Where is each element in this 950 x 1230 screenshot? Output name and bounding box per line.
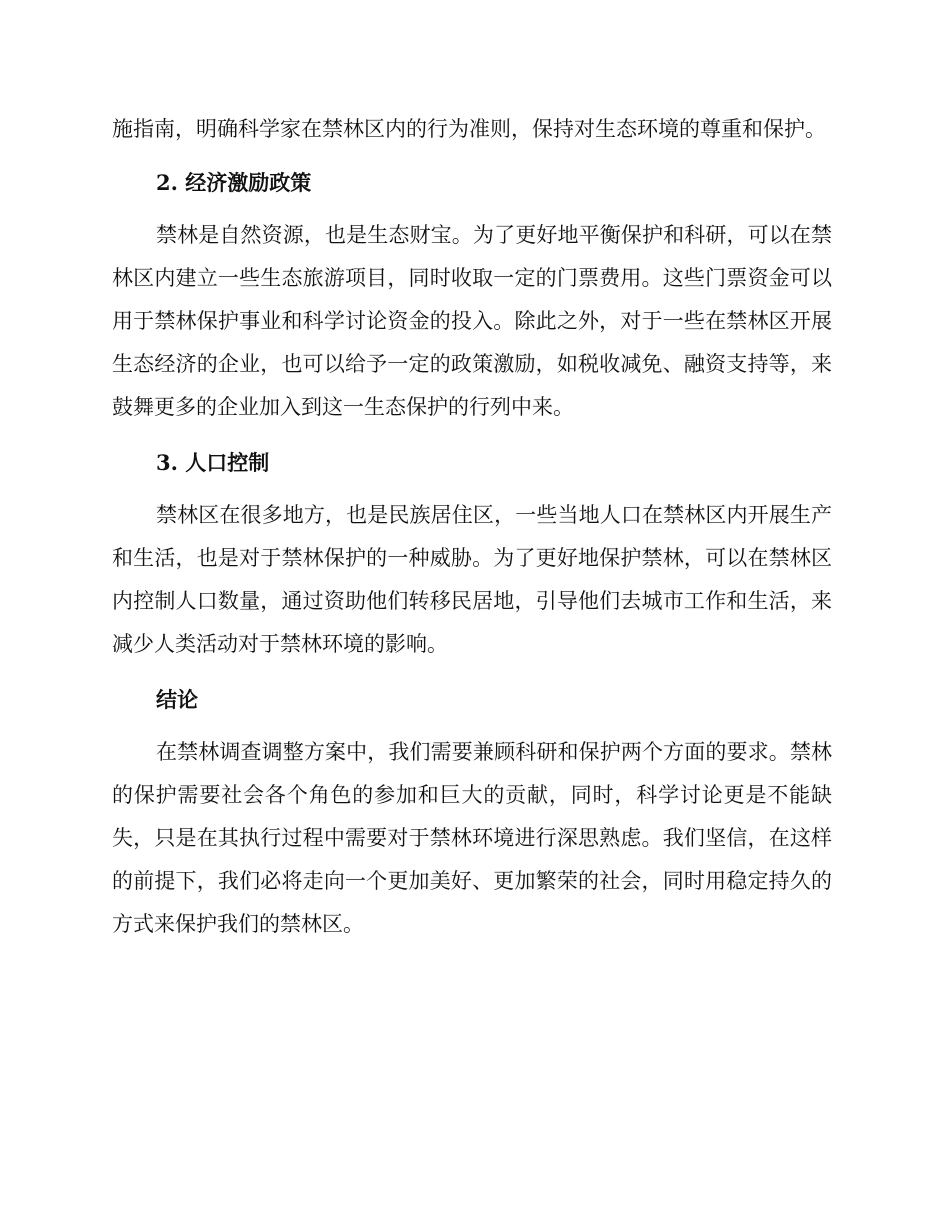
intro-paragraph: 施指南，明确科学家在禁林区内的行为准则，保持对生态环境的尊重和保护。 [112,117,826,141]
spacer [112,151,832,161]
section-heading-conclusion: 结论 [156,687,198,712]
section-heading-economic-incentives: 2. 经济激励政策 [156,170,312,195]
spacer [112,429,832,441]
section-heading-population-control: 3. 人口控制 [156,450,270,475]
section-paragraph-population-control: 禁林区在很多地方，也是民族居住区，一些当地人口在禁林区内开展生产和生活，也是对于禁林保护的一种威胁。为了更好地保护禁林，可以在禁林区内控制人口数量，通过资助他们转移民居地，引导他们去城市工作和生活，来减少人类活动对于禁林环境的影响。 [112,503,832,656]
spacer [112,721,832,731]
spacer [112,666,832,678]
spacer [112,484,832,494]
spacer [112,204,832,214]
section-paragraph-conclusion: 在禁林调查调整方案中，我们需要兼顾科研和保护两个方面的要求。禁林的保护需要社会各个角色的参加和巨大的贡献，同时，科学讨论更是不能缺失，只是在其执行过程中需要对于禁林环境进行深思熟虑。我们坚信，在这样的前提下，我们必将走向一个更加美好、更加繁荣的社会，同时用稳定持久的方式来保护我们的禁林区。 [112,740,832,936]
section-paragraph-economic-incentives: 禁林是自然资源，也是生态财宝。为了更好地平衡保护和科研，可以在禁林区内建立一些生态旅游项目，同时收取一定的门票费用。这些门票资金可以用于禁林保护事业和科学讨论资金的投入。除此之外，对于一些在禁林区开展生态经济的企业，也可以给予一定的政策激励，如税收减免、融资支持等，来鼓舞更多的企业加入到这一生态保护的行列中来。 [112,223,832,419]
